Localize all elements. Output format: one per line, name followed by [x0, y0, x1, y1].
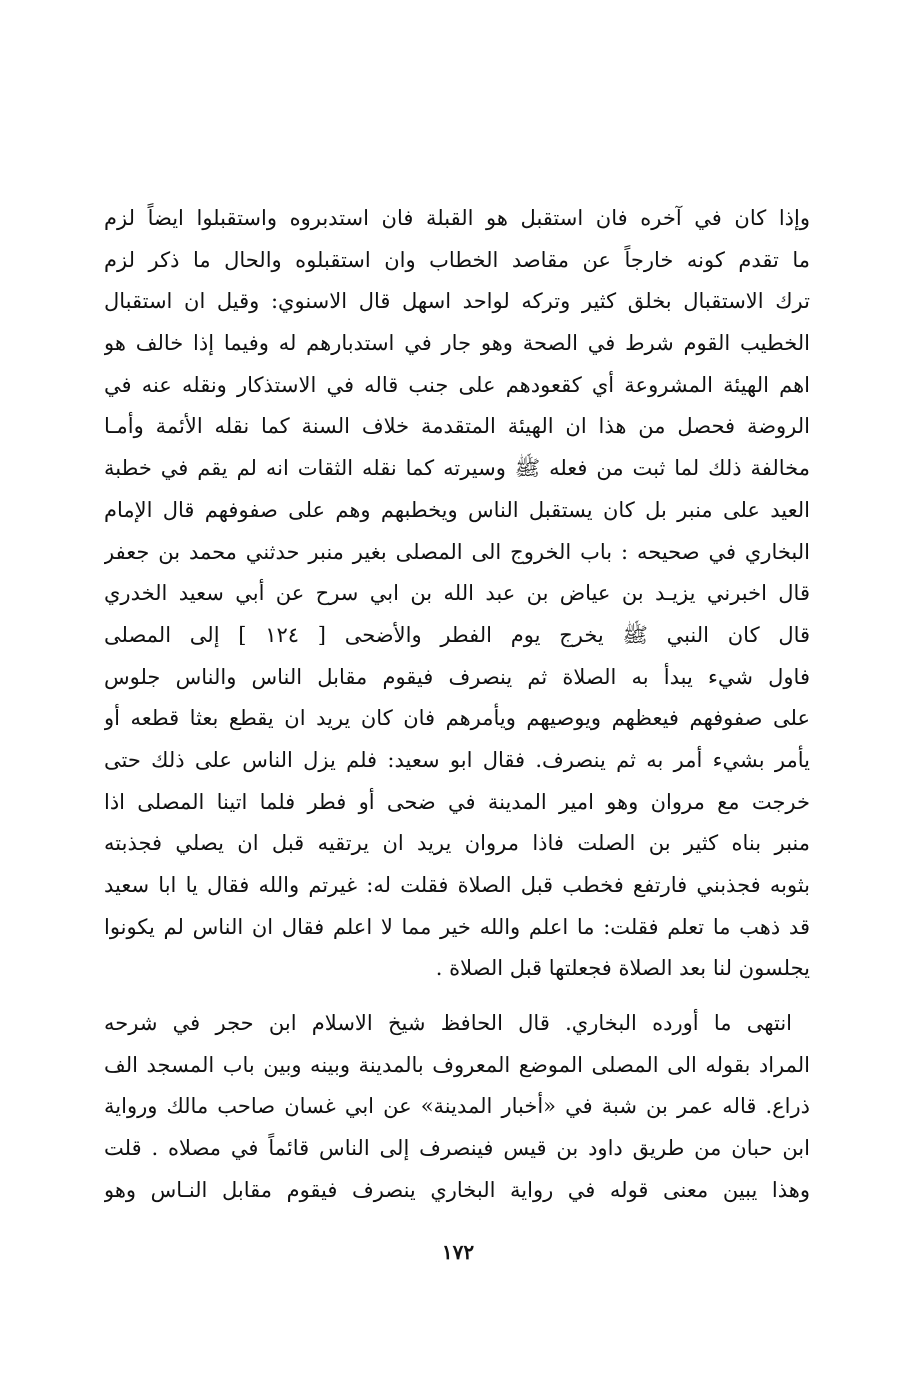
text-line: ترك الاستقبال بخلق كثير وتركه لواحد اسهل قال الاسنوي: وقيل ان استقبال: [104, 289, 810, 314]
paragraph-secondary: [104, 1003, 810, 1211]
text-line: وإذا كان في آخره فان استقبل هو القبلة فان استدبروه واستقبلوا ايضاً لزم: [104, 206, 810, 230]
text-line: يجلسون لنا بعد الصلاة فجعلتها قبل الصلاة .: [435, 956, 810, 981]
text-line: قال اخبرني يزيـد بن عياض بن عبد الله بن ابي سرح عن أبي سعيد الخدري: [104, 581, 810, 606]
text-line: قد ذهب ما تعلم فقلت: ما اعلم والله خير مما لا اعلم فقال ان الناس لم يكونوا: [104, 914, 810, 939]
text-line: ذراع. قاله عمر بن شبة في «أخبار المدينة» عن ابي غسان صاحب مالك ورواية: [104, 1094, 810, 1119]
text-line: بثوبه فجذبني فارتفع فخطب قبل الصلاة فقلت له: غيرتم والله فقال يا ابا سعيد: [104, 873, 810, 897]
text-line: مخالفة ذلك لما ثبت من فعله ﷺ وسيرته كما نقله الثقات انه لم يقم في خطبة: [104, 456, 810, 481]
text-line: ما تقدم كونه خارجاً عن مقاصد الخطاب وان استقبلوه والحال ما ذكر لزم: [104, 247, 810, 272]
text-line: خرجت مع مروان وهو امير المدينة في ضحى أو فطر فلما اتينا المصلى اذا: [104, 789, 810, 814]
text-line: يأمر بشيء أمر به ثم ينصرف. فقال ابو سعيد: فلم يزل الناس على ذلك حتى: [104, 747, 810, 772]
text-line: انتهى ما أورده البخاري. قال الحافظ شيخ الاسلام ابن حجر في شرحه: [104, 1011, 792, 1035]
page-number: ١٧٢: [441, 1240, 475, 1264]
text-line: وهذا يبين معنى قوله في رواية البخاري ينصرف فيقوم مقابل النـاس وهو: [104, 1177, 810, 1202]
text-line: قال كان النبي ﷺ يخرج يوم الفطر والأضحى [ ١٢٤ ] إلى المصلى: [104, 622, 810, 647]
text-line: ابن حبان من طريق داود بن قيس فينصرف إلى الناس قائماً في مصلاه . قلت: [104, 1136, 810, 1161]
text-line: على صفوفهم فيعظهم ويوصيهم ويأمرهم فان كان يريد ان يقطع بعثا قطعه أو: [104, 706, 810, 731]
text-line: فاول شيء يبدأ به الصلاة ثم ينصرف فيقوم مقابل الناس والناس جلوس: [104, 664, 810, 689]
text-line: المراد بقوله الى المصلى الموضع المعروف بالمدينة وبينه وبين باب المسجد الف: [104, 1052, 810, 1077]
text-line: الروضة فحصل من هذا ان الهيئة المتقدمة خلاف السنة كما نقله الأئمة وأمـا: [104, 414, 810, 439]
text-line: الخطيب القوم شرط في الصحة وهو جار في استدبارهم له وفيما إذا خالف هو: [104, 331, 810, 356]
text-line: العيد على منبر بل كان يستقبل الناس ويخطبهم وهم على صفوفهم قال الإمام: [104, 497, 810, 522]
text-line: البخاري في صحيحه : باب الخروج الى المصلى بغير منبر حدثني محمد بن جعفر: [104, 539, 810, 564]
paragraph-main: [104, 198, 810, 990]
text-line: اهم الهيئة المشروعة أي كقعودهم على جنب قاله في الاستذكار ونقله عنه في: [104, 372, 810, 397]
text-line: منبر بناه كثير بن الصلت فاذا مروان يريد ان يرتقيه قبل ان يصلي فجذبته: [104, 831, 810, 856]
